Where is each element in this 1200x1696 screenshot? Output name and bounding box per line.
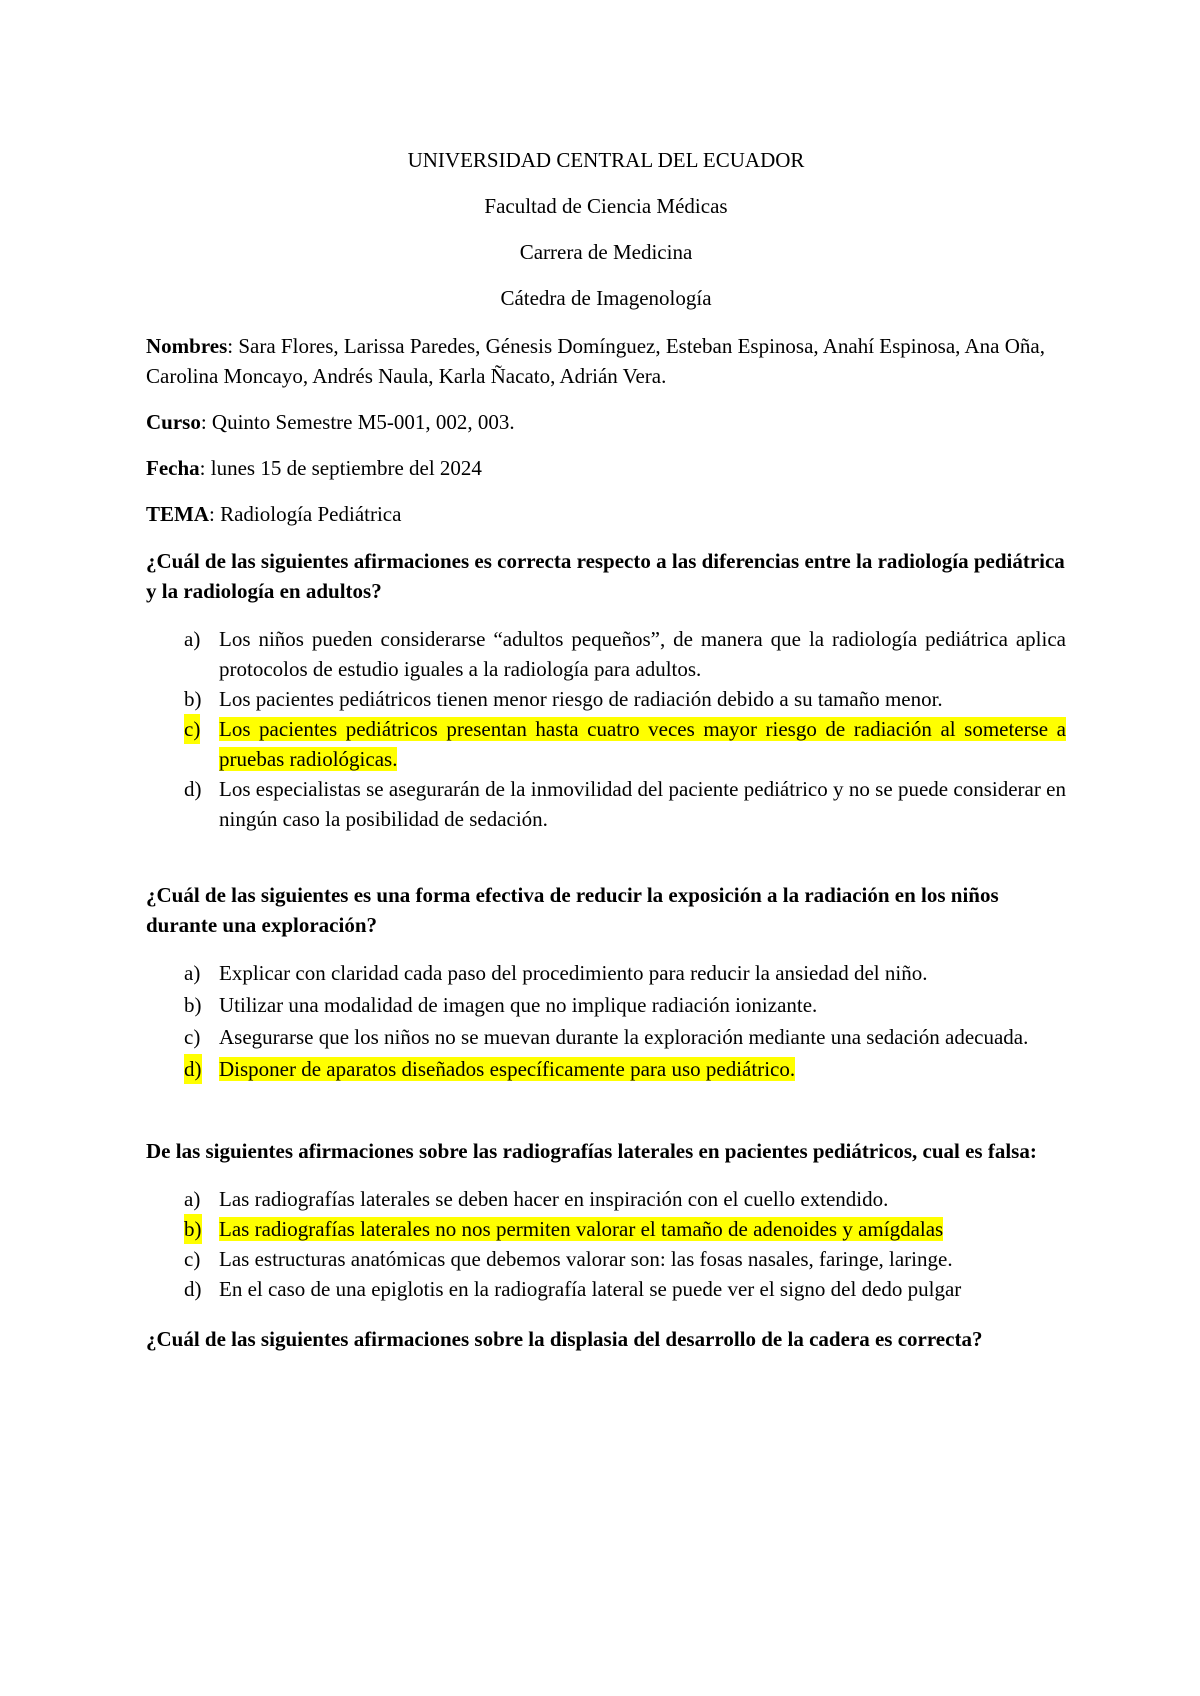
date-value: : lunes 15 de septiembre del 2024 [199,456,482,480]
question-2: ¿Cuál de las siguientes es una forma efectiva de reducir la exposición a la radiación en los niños durante una exploración? [146,883,999,937]
option-d-highlighted [146,1054,1066,1084]
option-text: Los pacientes pediátricos tienen menor riesgo de radiación debido a su tamaño menor. [219,687,943,711]
option-text: Las estructuras anatómicas que debemos valorar son: las fosas nasales, faringe, laringe. [219,1247,953,1271]
question-3-options [146,1184,1066,1304]
option-d [146,774,1066,834]
chair-line: Cátedra de Imagenología [500,286,712,310]
option-letter: b) [184,993,202,1017]
topic-line [146,499,1066,529]
option-d [146,1274,1066,1304]
option-letter: b) [184,687,202,711]
names-label: Nombres [146,334,228,358]
names-line [146,331,1066,391]
course-line [146,407,1066,437]
option-letter: a) [184,1187,201,1211]
option-letter: b) [184,1214,202,1244]
course-value: : Quinto Semestre M5-001, 002, 003. [200,410,515,434]
document-page [146,145,1066,1372]
option-text: Los pacientes pediátricos presentan hasta cuatro veces mayor riesgo de radiación al someterse a pruebas radiológicas. [219,717,1066,771]
spacer [146,1304,1066,1324]
option-text: Los especialistas se asegurarán de la inmovilidad del paciente pediátrico y no se puede considerar en ningún caso la posibilidad de sedación. [219,777,1066,831]
career-line: Carrera de Medicina [519,240,693,264]
option-text: En el caso de una epiglotis en la radiografía lateral se puede ver el signo del dedo pulgar [219,1277,962,1301]
option-b [146,684,1066,714]
option-letter: a) [184,627,201,651]
option-b [146,990,1066,1020]
spacer [146,834,1066,880]
option-letter: a) [184,961,201,985]
course-label: Curso [146,410,201,434]
question-1-options [146,624,1066,834]
date-label: Fecha [146,456,200,480]
option-c-highlighted [146,714,1066,774]
question-4: ¿Cuál de las siguientes afirmaciones sobre la displasia del desarrollo de la cadera es correcta? [146,1327,983,1351]
option-letter: d) [184,1277,202,1301]
option-text: Disponer de aparatos diseñados específicamente para uso pediátrico. [219,1057,796,1081]
option-text: Asegurarse que los niños no se muevan durante la exploración mediante una sedación adecuada. [219,1025,1029,1049]
option-letter: c) [184,1247,201,1271]
topic-label: TEMA [146,502,209,526]
university-title: UNIVERSIDAD CENTRAL DEL ECUADOR [407,148,805,172]
option-text: Explicar con claridad cada paso del procedimiento para reducir la ansiedad del niño. [219,961,928,985]
option-text: Las radiografías laterales se deben hacer en inspiración con el cuello extendido. [219,1187,889,1211]
option-text: Las radiografías laterales no nos permiten valorar el tamaño de adenoides y amígdalas [219,1217,944,1241]
option-a [146,1184,1066,1214]
option-a [146,958,1066,988]
option-letter: c) [184,1025,201,1049]
date-line [146,453,1066,483]
option-text: Utilizar una modalidad de imagen que no implique radiación ionizante. [219,993,818,1017]
option-c [146,1244,1066,1274]
option-letter: d) [184,777,202,801]
topic-value: : Radiología Pediátrica [209,502,402,526]
option-text: Los niños pueden considerarse “adultos pequeños”, de manera que la radiología pediátrica aplica protocolos de estudio iguales a la radiología para adultos. [219,627,1066,681]
option-letter: d) [184,1054,202,1084]
option-a [146,624,1066,684]
option-c [146,1022,1066,1052]
spacer [146,1084,1066,1136]
option-letter: c) [184,714,200,744]
names-value: : Sara Flores, Larissa Paredes, Génesis Domínguez, Esteban Espinosa, Anahí Espinosa, Ana Oña, Carolina Moncayo, Andrés Naula, Karla Ñacato, Adrián Vera. [146,334,1045,388]
question-2-options [146,958,1066,1084]
question-3: De las siguientes afirmaciones sobre las radiografías laterales en pacientes pediátricos, cual es falsa: [146,1139,1037,1163]
option-b-highlighted [146,1214,1066,1244]
faculty-line: Facultad de Ciencia Médicas [484,194,728,218]
question-1: ¿Cuál de las siguientes afirmaciones es correcta respecto a las diferencias entre la radiología pediátrica y la radiología en adultos? [146,549,1065,603]
